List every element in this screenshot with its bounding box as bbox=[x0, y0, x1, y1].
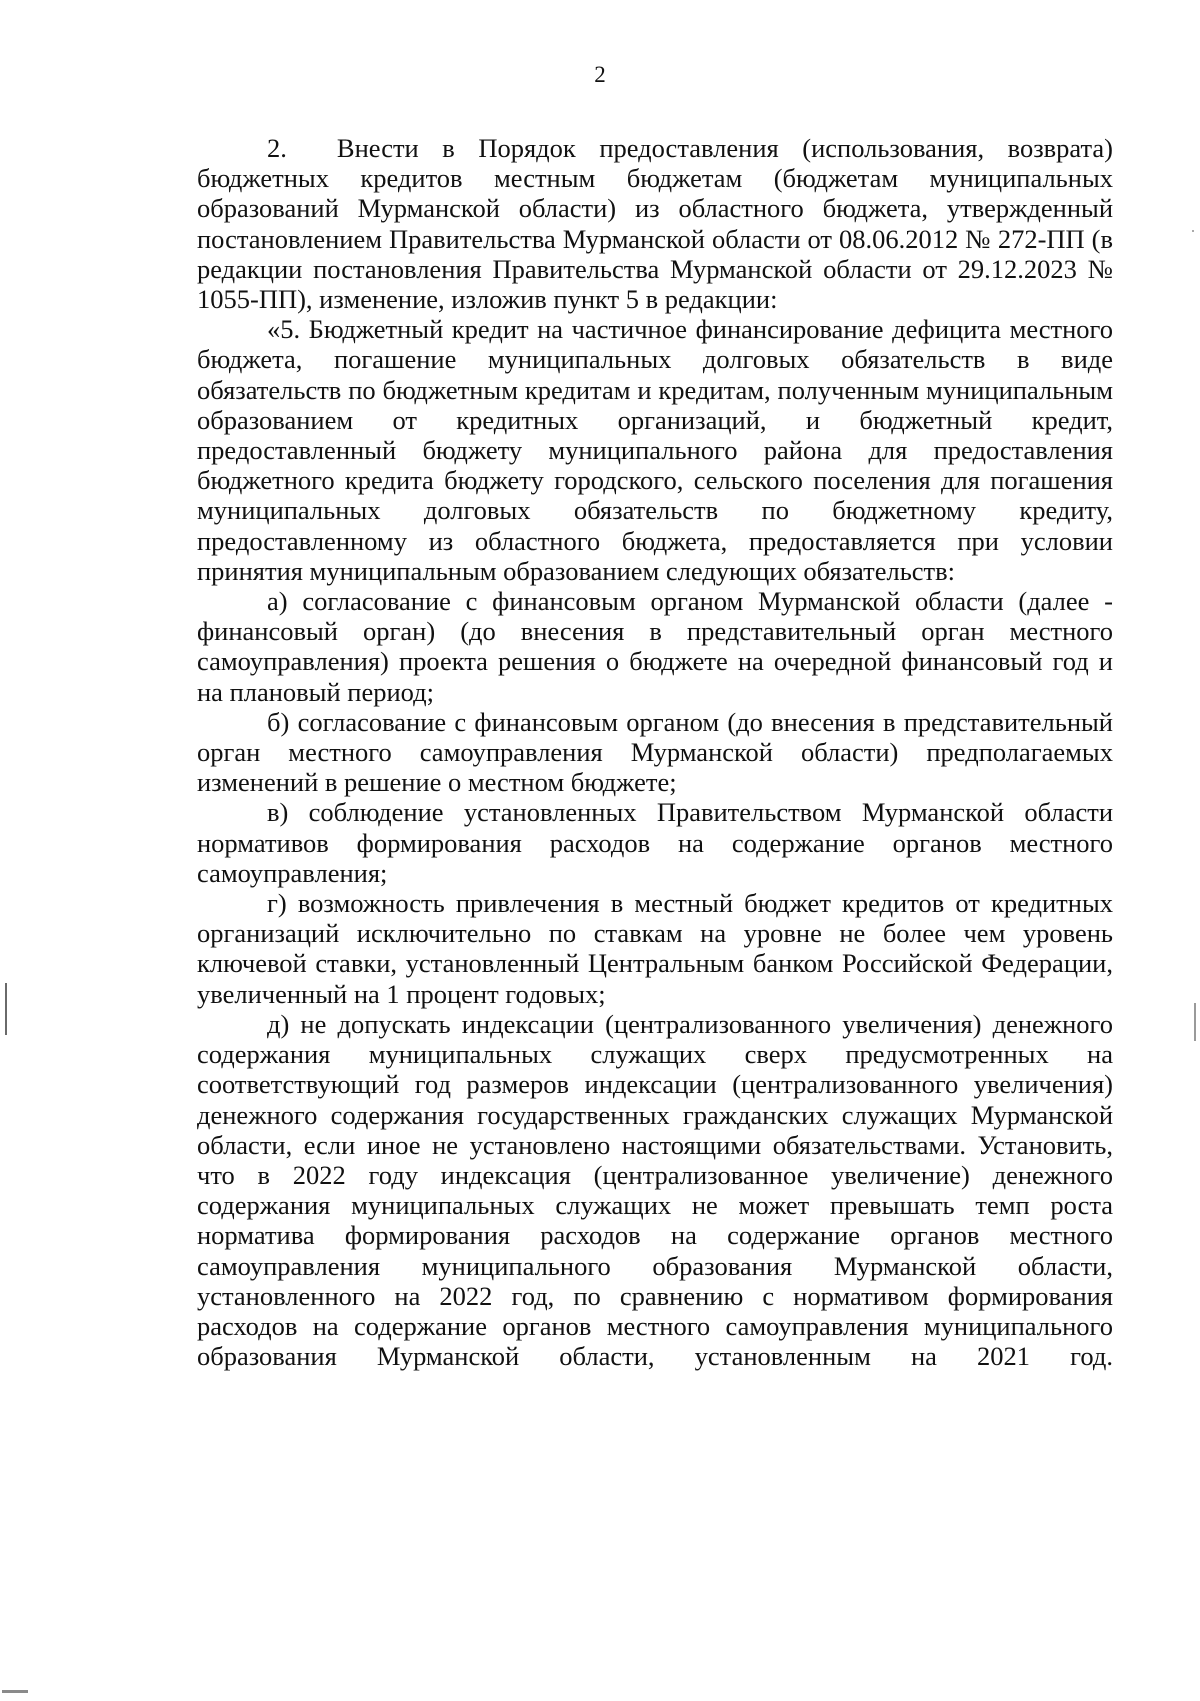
scan-artifact-bottom-left bbox=[2, 1690, 28, 1693]
paragraph-item-2: 2. Внести в Порядок предоставления (использования, возврата) бюджетных кредитов местным бюджетам (бюджетам муниципальных образований Мурманской области) из областного бюджета, утвержденный постановлением Правительства Мурманской области от 08.06.2012 № 272-ПП (в редакции постановления Правительства Мурманской области от 29.12.2023 № 1055-ПП), изменение, изложив пункт 5 в редакции: bbox=[197, 133, 1113, 315]
paragraph-subpoint-g: г) возможность привлечения в местный бюджет кредитов от кредитных организаций исключительно по ставкам на уровне не более чем уровень ключевой ставки, установленный Центральным банком Российской Федерации, увеличенный на 1 процент годовых; bbox=[197, 888, 1113, 1009]
paragraph-subpoint-v: в) соблюдение установленных Правительством Мурманской области нормативов формирования расходов на содержание органов местного самоуправления; bbox=[197, 797, 1113, 888]
scan-artifact-right-bar bbox=[1194, 1003, 1196, 1041]
document-body bbox=[197, 133, 1113, 1371]
paragraph-subpoint-b: б) согласование с финансовым органом (до внесения в представительный орган местного самоуправления Мурманской области) предполагаемых изменений в решение о местном бюджете; bbox=[197, 706, 1113, 798]
page-number: 2 bbox=[594, 62, 606, 87]
paragraph-subpoint-a: а) согласование с финансовым органом Мурманской области (далее - финансовый орган) (до внесения в представительный орган местного самоуправления) проекта решения о бюджете на очередной финансовый год и на плановый период; bbox=[197, 586, 1113, 707]
paragraph-point-5: «5. Бюджетный кредит на частичное финансирование дефицита местного бюджета, погашение муниципальных долговых обязательств в виде обязательств по бюджетным кредитам и кредитам, полученным муниципальным образованием от кредитных организаций, и бюджетный кредит, предоставленный бюджету муниципального района для предоставления бюджетного кредита бюджету городского, сельского поселения для погашения муниципальных долговых обязательств по бюджетному кредиту, предоставленному из областного бюджета, предоставляется при условии принятия муниципальным образованием следующих обязательств: bbox=[197, 314, 1113, 586]
paragraph-subpoint-d: д) не допускать индексации (централизованного увеличения) денежного содержания муниципальных служащих сверх предусмотренных на соответствующий год размеров индексации (централизованного увеличения) денежного содержания государственных гражданских служащих Мурманской области, если иное не установлено настоящими обязательствами. Установить, что в 2022 году индексация (централизованное увеличение) денежного содержания муниципальных служащих не может превышать темп роста норматива формирования расходов на содержание органов местного самоуправления муниципального образования Мурманской области, установленного на 2022 год, по сравнению с нормативом формирования расходов на содержание органов местного самоуправления муниципального образования Мурманской области, установленным на 2021 год. bbox=[197, 1008, 1113, 1372]
scan-artifact-left-bar bbox=[5, 983, 7, 1035]
scan-artifact-dot bbox=[1192, 230, 1194, 232]
